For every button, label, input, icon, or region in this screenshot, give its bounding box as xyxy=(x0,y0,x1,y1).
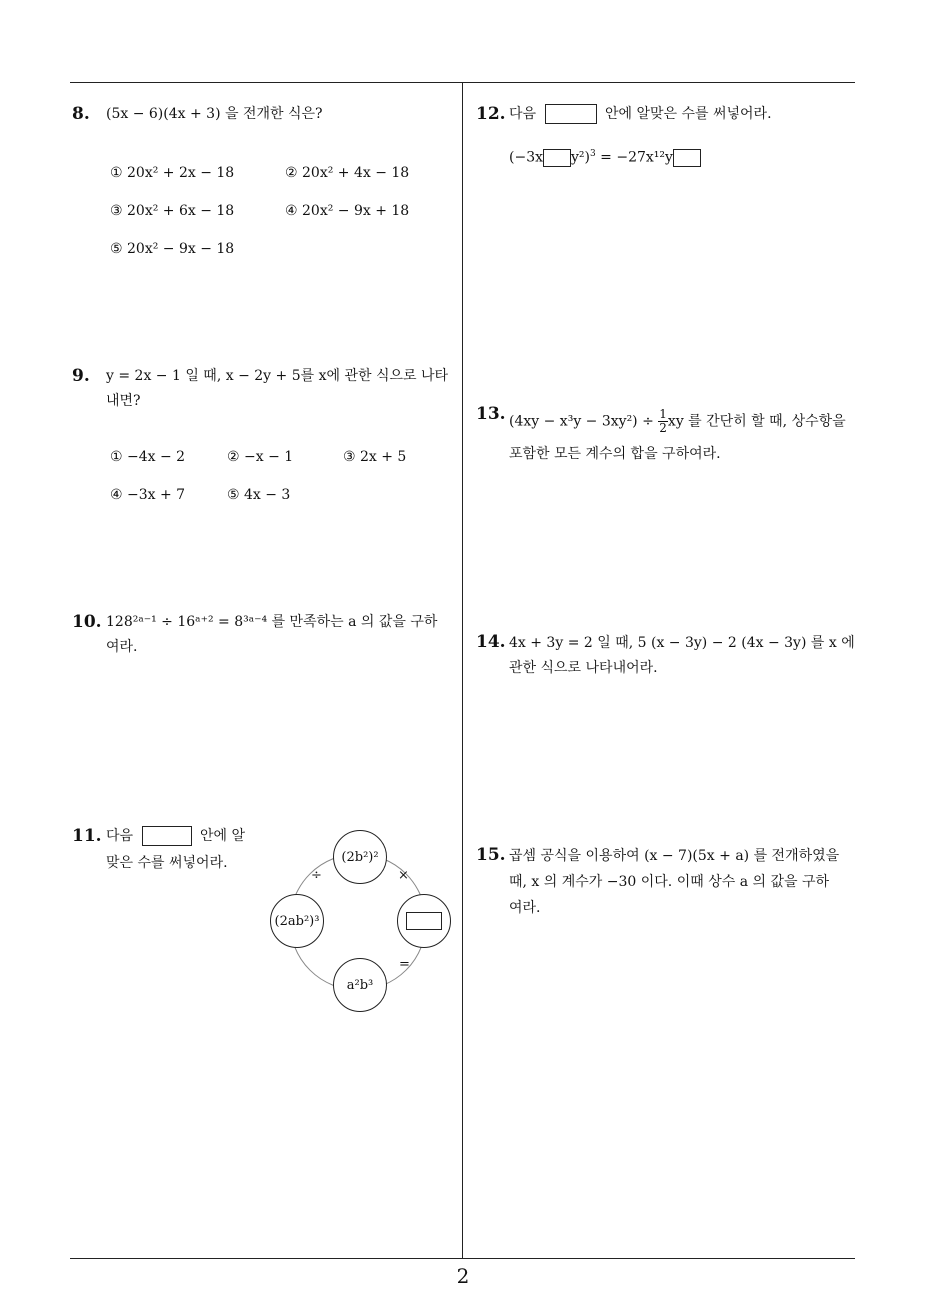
question-stem-line2: 때, x 의 계수가 −30 이다. 이때 상수 a 의 값을 구하 xyxy=(509,874,830,890)
divide-operator: ÷ xyxy=(311,868,322,883)
option-1[interactable]: ① 20x² + 2x − 18 xyxy=(110,165,235,181)
stem-text-b: 안에 알맞은 수를 써넣어라. xyxy=(604,106,772,122)
question-number: 11. xyxy=(72,826,102,846)
question-stem-line2: 관한 식으로 나타내어라. xyxy=(509,660,658,676)
answer-blank-x-exponent[interactable] xyxy=(543,149,571,167)
question-stem-line1: 곱셈 공식을 이용하여 (x − 7)(5x + a) 를 전개하였을 xyxy=(509,848,840,864)
equation-mid: y²) xyxy=(571,149,590,166)
equation-right: = −27x¹²y xyxy=(600,149,673,166)
stem-text-b: 안에 알 xyxy=(199,828,245,844)
question-stem-line3: 여라. xyxy=(509,900,541,916)
option-4[interactable]: ④ −3x + 7 xyxy=(110,487,186,503)
stem-text-a: 다음 xyxy=(509,106,537,122)
fraction-one-half xyxy=(658,408,668,435)
question-stem: (5x − 6)(4x + 3) 을 전개한 식은? xyxy=(106,106,323,122)
diagram-node-left: (2ab²)³ xyxy=(270,894,324,948)
answer-blank[interactable] xyxy=(142,826,192,846)
question-stem-line1: 4x + 3y = 2 일 때, 5 (x − 3y) − 2 (4x − 3y) 를 x 에 xyxy=(509,635,855,651)
question-stem-line1: y = 2x − 1 일 때, x − 2y + 5를 x에 관한 식으로 나타 xyxy=(106,368,449,384)
option-5[interactable]: ⑤ 4x − 3 xyxy=(227,487,291,503)
question-stem-line2: 포함한 모든 계수의 합을 구하여라. xyxy=(509,446,721,462)
question-number: 15. xyxy=(476,845,506,865)
answer-blank[interactable] xyxy=(545,104,597,124)
stem-text-b: xy 를 간단히 할 때, 상수항을 xyxy=(667,413,846,430)
question-stem-line1: 128²ᵃ⁻¹ ÷ 16ᵃ⁺² = 8³ᵃ⁻⁴ 를 만족하는 a 의 값을 구하 xyxy=(106,614,438,630)
stem-text-a: (4xy − x³y − 3xy²) ÷ xyxy=(509,413,654,430)
answer-blank-y-exponent[interactable] xyxy=(673,149,701,167)
diagram-answer-blank[interactable] xyxy=(406,912,442,930)
equation-left: (−3x xyxy=(509,149,543,166)
question-number: 13. xyxy=(476,404,506,424)
numerator: 1 xyxy=(659,407,667,421)
option-2[interactable]: ② −x − 1 xyxy=(227,449,294,465)
equation-exponent: 3 xyxy=(589,149,596,159)
question-number: 9. xyxy=(72,366,90,386)
diagram-node-bottom: a²b³ xyxy=(333,958,387,1012)
question-stem xyxy=(509,102,772,127)
question-stem-line1 xyxy=(106,824,245,849)
question-stem-line2: 내면? xyxy=(106,393,141,409)
stem-text-a: 다음 xyxy=(106,828,134,844)
option-1[interactable]: ① −4x − 2 xyxy=(110,449,186,465)
question-number: 10. xyxy=(72,612,102,632)
option-3[interactable]: ③ 20x² + 6x − 18 xyxy=(110,203,235,219)
bottom-rule xyxy=(70,1258,855,1259)
column-divider xyxy=(462,82,463,1258)
option-3[interactable]: ③ 2x + 5 xyxy=(343,449,407,465)
question-number: 14. xyxy=(476,632,506,652)
question-number: 12. xyxy=(476,104,506,124)
diagram-node-right xyxy=(397,894,451,948)
question-stem-line2: 여라. xyxy=(106,639,138,655)
question-number: 8. xyxy=(72,104,90,124)
question-stem-line1 xyxy=(509,408,846,435)
option-4[interactable]: ④ 20x² − 9x + 18 xyxy=(285,203,410,219)
equals-operator: = xyxy=(399,957,410,972)
multiply-operator: × xyxy=(398,868,409,883)
option-2[interactable]: ② 20x² + 4x − 18 xyxy=(285,165,410,181)
diagram-node-top: (2b²)² xyxy=(333,830,387,884)
option-5[interactable]: ⑤ 20x² − 9x − 18 xyxy=(110,241,235,257)
page-number: 2 xyxy=(456,1264,470,1288)
denominator: 2 xyxy=(659,421,667,435)
equation-line xyxy=(509,142,701,171)
question-stem-line2: 맞은 수를 써넣어라. xyxy=(106,855,228,871)
